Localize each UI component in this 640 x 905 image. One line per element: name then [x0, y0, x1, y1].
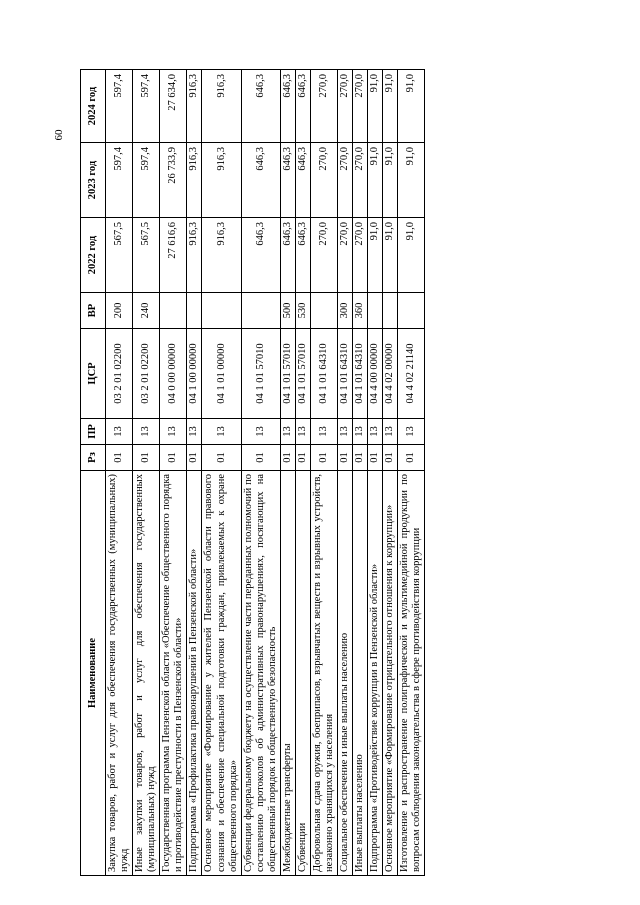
row-rz: 01: [398, 445, 425, 471]
table-row: [383, 70, 398, 876]
row-2024: 597,4: [133, 70, 160, 143]
row-2022: 646,3: [295, 218, 310, 293]
table-row: [368, 70, 383, 876]
row-2024: 91,0: [368, 70, 383, 143]
row-rz: 01: [106, 445, 133, 471]
row-pr: 13: [241, 419, 280, 445]
table-row: [295, 70, 310, 876]
table-row: [353, 70, 368, 876]
page-number: 60: [53, 129, 65, 141]
row-2023: 916,3: [187, 143, 202, 218]
row-pr: 13: [310, 419, 337, 445]
row-pr: 13: [202, 419, 241, 445]
row-rz: 01: [280, 445, 295, 471]
row-vr: [398, 293, 425, 329]
row-2022: 91,0: [383, 218, 398, 293]
row-2024: 91,0: [398, 70, 425, 143]
budget-table: [80, 69, 425, 876]
header-csr: ЦСР: [81, 329, 106, 419]
row-2023: 91,0: [398, 143, 425, 218]
table-row: [241, 70, 280, 876]
row-vr: [368, 293, 383, 329]
table-row: [202, 70, 241, 876]
row-name: Основное мероприятие «Формирование отрицательного отношения к коррупции»: [383, 471, 398, 876]
row-pr: 13: [398, 419, 425, 445]
row-pr: 13: [187, 419, 202, 445]
row-csr: 04 4 02 00000: [383, 329, 398, 419]
row-2024: 597,4: [106, 70, 133, 143]
row-name: Межбюджетные трансферты: [280, 471, 295, 876]
row-2022: 91,0: [398, 218, 425, 293]
header-2023: 2023 год: [81, 143, 106, 218]
row-name: Государственная программа Пензенской области «Обеспечение общественного порядка и противодействие преступности в Пензенской области»: [160, 471, 187, 876]
header-2024: 2024 год: [81, 70, 106, 143]
row-2024: 916,3: [187, 70, 202, 143]
row-pr: 13: [368, 419, 383, 445]
row-pr: 13: [295, 419, 310, 445]
row-rz: 01: [295, 445, 310, 471]
row-2022: 270,0: [353, 218, 368, 293]
row-rz: 01: [160, 445, 187, 471]
row-csr: 04 1 01 57010: [241, 329, 280, 419]
rotated-page: [80, 70, 560, 876]
row-name: Добровольная сдача оружия, боеприпасов, взрывчатых веществ и взрывных устройств, незаконно хранящихся у населения: [310, 471, 337, 876]
row-csr: 04 1 01 64310: [338, 329, 353, 419]
row-2024: 646,3: [280, 70, 295, 143]
row-rz: 01: [133, 445, 160, 471]
row-2024: 646,3: [241, 70, 280, 143]
row-2023: 270,0: [338, 143, 353, 218]
row-2023: 26 733,9: [160, 143, 187, 218]
row-csr: 04 1 01 64310: [310, 329, 337, 419]
row-pr: 13: [338, 419, 353, 445]
header-name: Наименование: [81, 471, 106, 876]
row-csr: 04 1 01 00000: [202, 329, 241, 419]
row-pr: 13: [160, 419, 187, 445]
header-vr: ВР: [81, 293, 106, 329]
table-row: [338, 70, 353, 876]
row-csr: 03 2 01 02200: [106, 329, 133, 419]
row-rz: 01: [202, 445, 241, 471]
row-2022: 567,5: [133, 218, 160, 293]
row-2024: 27 634,0: [160, 70, 187, 143]
row-2023: 91,0: [383, 143, 398, 218]
table-row: [133, 70, 160, 876]
row-pr: 13: [353, 419, 368, 445]
row-csr: 04 4 00 00000: [368, 329, 383, 419]
row-vr: [202, 293, 241, 329]
row-vr: 500: [280, 293, 295, 329]
header-2022: 2022 год: [81, 218, 106, 293]
row-2024: 916,3: [202, 70, 241, 143]
row-csr: 04 1 00 00000: [187, 329, 202, 419]
row-vr: 300: [338, 293, 353, 329]
row-2022: 646,3: [280, 218, 295, 293]
row-name: Изготовление и распространение полиграфической и мультимедийной продукции по вопросам соблюдения законодательства в сфере противодействия коррупции: [398, 471, 425, 876]
row-csr: 03 2 01 02200: [133, 329, 160, 419]
row-pr: 13: [383, 419, 398, 445]
table-row: [310, 70, 337, 876]
row-vr: 200: [106, 293, 133, 329]
row-name: Подпрограмма «Противодействие коррупции в Пензенской области»: [368, 471, 383, 876]
table-row: [106, 70, 133, 876]
row-vr: [160, 293, 187, 329]
row-2024: 270,0: [338, 70, 353, 143]
row-csr: 04 1 01 57010: [295, 329, 310, 419]
table-row: [398, 70, 425, 876]
row-name: Субвенции: [295, 471, 310, 876]
row-rz: 01: [353, 445, 368, 471]
row-2022: 27 616,6: [160, 218, 187, 293]
table-header-row: [81, 70, 106, 876]
row-name: Иные выплаты населению: [353, 471, 368, 876]
row-csr: 04 1 01 64310: [353, 329, 368, 419]
row-2022: 916,3: [187, 218, 202, 293]
row-name: Закупка товаров, работ и услуг для обеспечения государственных (муниципальных) нужд: [106, 471, 133, 876]
row-2024: 646,3: [295, 70, 310, 143]
row-2022: 646,3: [241, 218, 280, 293]
row-vr: 530: [295, 293, 310, 329]
row-2023: 597,4: [133, 143, 160, 218]
row-2022: 916,3: [202, 218, 241, 293]
row-2023: 646,3: [295, 143, 310, 218]
row-2023: 270,0: [310, 143, 337, 218]
row-2024: 91,0: [383, 70, 398, 143]
row-2022: 567,5: [106, 218, 133, 293]
row-rz: 01: [187, 445, 202, 471]
row-2023: 270,0: [353, 143, 368, 218]
row-rz: 01: [383, 445, 398, 471]
row-vr: 360: [353, 293, 368, 329]
row-pr: 13: [133, 419, 160, 445]
row-name: Основное мероприятие «Формирование у жителей Пензенской области правового сознания и обеспечение специальной подготовки граждан, привлекаемых к охране общественного порядка»: [202, 471, 241, 876]
row-2023: 646,3: [241, 143, 280, 218]
table-row: [160, 70, 187, 876]
row-vr: [187, 293, 202, 329]
row-2024: 270,0: [353, 70, 368, 143]
row-rz: 01: [338, 445, 353, 471]
row-rz: 01: [241, 445, 280, 471]
row-2023: 646,3: [280, 143, 295, 218]
row-rz: 01: [310, 445, 337, 471]
row-vr: [383, 293, 398, 329]
table-row: [187, 70, 202, 876]
table-row: [280, 70, 295, 876]
row-vr: 240: [133, 293, 160, 329]
row-pr: 13: [280, 419, 295, 445]
row-vr: [310, 293, 337, 329]
row-pr: 13: [106, 419, 133, 445]
row-csr: 04 1 01 57010: [280, 329, 295, 419]
row-csr: 04 4 02 21140: [398, 329, 425, 419]
row-name: Социальное обеспечение и иные выплаты населению: [338, 471, 353, 876]
row-name: Иные закупки товаров, работ и услуг для обеспечения государственных (муниципальных) нужд: [133, 471, 160, 876]
header-pr: ПР: [81, 419, 106, 445]
row-2023: 916,3: [202, 143, 241, 218]
row-2023: 91,0: [368, 143, 383, 218]
row-2022: 91,0: [368, 218, 383, 293]
row-2022: 270,0: [338, 218, 353, 293]
row-name: Подпрограмма «Профилактика правонарушений в Пензенской области»: [187, 471, 202, 876]
row-csr: 04 0 00 00000: [160, 329, 187, 419]
row-vr: [241, 293, 280, 329]
row-2022: 270,0: [310, 218, 337, 293]
header-rz: Рз: [81, 445, 106, 471]
row-rz: 01: [368, 445, 383, 471]
row-2023: 597,4: [106, 143, 133, 218]
row-name: Субвенции федеральному бюджету на осуществление части переданных полномочий по составлению протоколов об административных правонарушениях, посягающих на общественный порядок и общественную безопасность: [241, 471, 280, 876]
row-2024: 270,0: [310, 70, 337, 143]
